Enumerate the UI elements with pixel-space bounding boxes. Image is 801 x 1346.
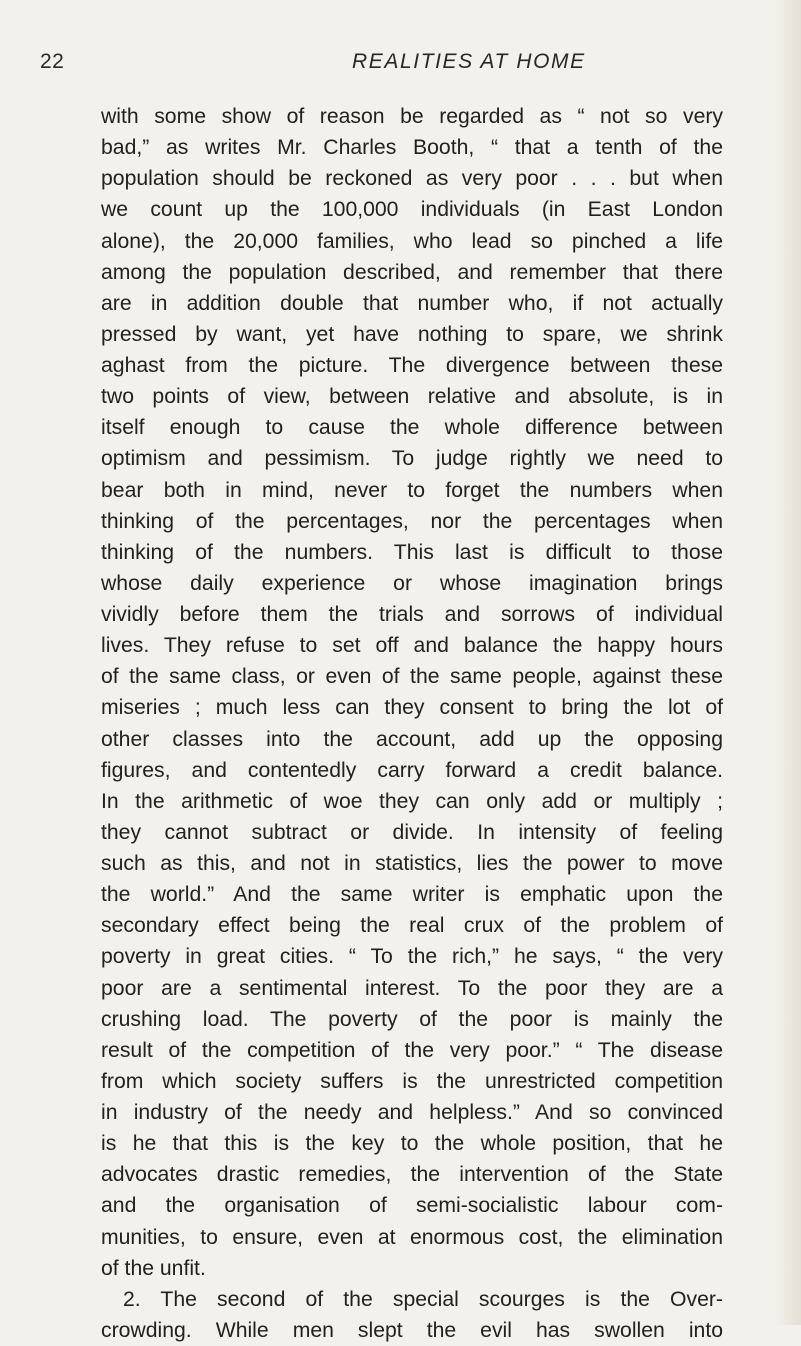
body-text bbox=[101, 101, 723, 1346]
text-line: in industry of the needy and helpless.” And so convinced bbox=[101, 1101, 723, 1124]
text-line: is he that this is the key to the whole position, that he bbox=[101, 1132, 723, 1156]
text-line: are in addition double that number who, if not actually bbox=[101, 291, 723, 315]
page-header bbox=[40, 50, 740, 84]
text-line: advocates drastic remedies, the intervention of the State bbox=[101, 1163, 723, 1187]
text-line: poverty in great cities. “ To the rich,” he says, “ the very bbox=[101, 945, 723, 969]
text-line: they cannot subtract or divide. In intensity of feeling bbox=[101, 820, 723, 844]
text-line: vividly before them the trials and sorrows of individual bbox=[101, 603, 723, 626]
text-line: result of the competition of the very poor.” “ The disease bbox=[101, 1038, 723, 1062]
text-line: thinking of the percentages, nor the percentages when bbox=[101, 509, 723, 533]
text-line: miseries ; much less can they consent to bring the lot of bbox=[101, 696, 723, 720]
text-line: secondary effect being the real crux of the problem of bbox=[101, 914, 723, 938]
text-line: population should be reckoned as very poor . . . but when bbox=[101, 167, 723, 191]
text-line: itself enough to cause the whole difference between bbox=[101, 416, 723, 440]
text-line: crushing load. The poverty of the poor is mainly the bbox=[101, 1007, 723, 1031]
text-line: from which society suffers is the unrestricted competition bbox=[101, 1069, 723, 1093]
text-line: other classes into the account, add up the opposing bbox=[101, 727, 723, 751]
text-line: among the population described, and remember that there bbox=[101, 260, 723, 284]
text-line: whose daily experience or whose imagination brings bbox=[101, 571, 723, 595]
text-line: alone), the 20,000 families, who lead so pinched a life bbox=[101, 229, 723, 253]
text-line: lives. They refuse to set off and balance the happy hours bbox=[101, 634, 723, 658]
text-line: such as this, and not in statistics, lies the power to move bbox=[101, 852, 723, 875]
text-line: the world.” And the same writer is emphatic upon the bbox=[101, 883, 723, 907]
text-line: bad,” as writes Mr. Charles Booth, “ that a tenth of the bbox=[101, 136, 723, 160]
text-line: crowding. While men slept the evil has swollen into bbox=[101, 1318, 723, 1342]
text-line: two points of view, between relative and absolute, is in bbox=[101, 385, 723, 409]
text-line: 2. The second of the special scourges is the Over- bbox=[123, 1287, 723, 1311]
text-line: poor are a sentimental interest. To the poor they are a bbox=[101, 976, 723, 1000]
text-line: pressed by want, yet have nothing to spare, we shrink bbox=[101, 322, 723, 346]
page-number: 22 bbox=[40, 50, 65, 73]
text-line: optimism and pessimism. To judge rightly we need to bbox=[101, 447, 723, 471]
running-head: REALITIES AT HOME bbox=[352, 50, 586, 73]
text-line: aghast from the picture. The divergence between these bbox=[101, 354, 723, 377]
page-edge-shadow bbox=[775, 0, 801, 1325]
text-line: In the arithmetic of woe they can only add or multiply ; bbox=[101, 789, 723, 813]
text-line: with some show of reason be regarded as “ not so very bbox=[101, 105, 723, 128]
text-line: thinking of the numbers. This last is difficult to those bbox=[101, 540, 723, 564]
text-line: bear both in mind, never to forget the numbers when bbox=[101, 478, 723, 502]
text-line: we count up the 100,000 individuals (in East London bbox=[101, 198, 723, 222]
text-line: munities, to ensure, even at enormous cost, the elimination bbox=[101, 1225, 723, 1249]
text-line: and the organisation of semi-socialistic labour com- bbox=[101, 1194, 723, 1218]
text-line: figures, and contentedly carry forward a credit balance. bbox=[101, 758, 723, 782]
text-line: of the same class, or even of the same people, against these bbox=[101, 665, 723, 689]
text-line: of the unfit. bbox=[101, 1256, 206, 1280]
